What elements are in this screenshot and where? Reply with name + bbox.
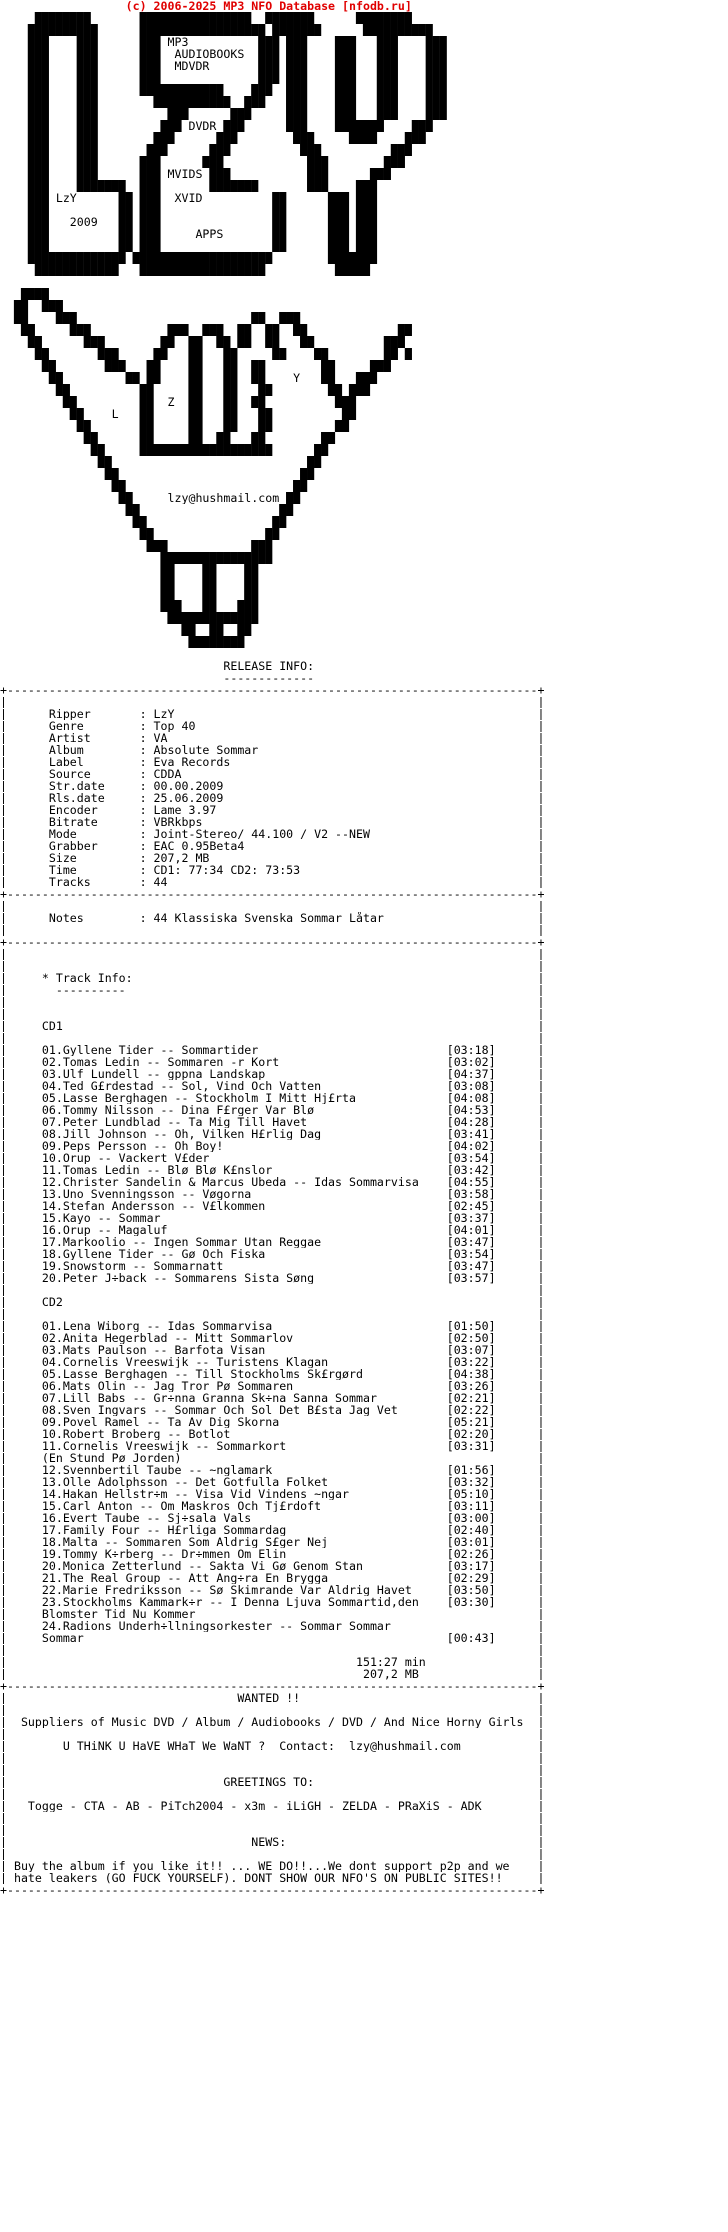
- cd2-track-wrap: | Blomster Tid Nu Kommer |: [0, 1608, 545, 1620]
- cd2-track-row: | 16.Evert Taube -- Sj÷sala Vals [03:00] |: [0, 1512, 545, 1524]
- wanted-line2: | U THiNK U HaVE WHaT We WaNT ? Contact: lzy@hushmail.com |: [0, 1740, 545, 1752]
- cd2-track-row: | 02.Anita Hegerblad -- Mitt Sommarlov [02:50] |: [0, 1332, 545, 1344]
- cd1-track-row: | 19.Snowstorm -- Sommarnatt [03:47] |: [0, 1260, 545, 1272]
- ascii-logo-row: ██ ██: [0, 468, 315, 480]
- cd1-track-row: | 16.Orup -- Magaluf [04:01] |: [0, 1224, 545, 1236]
- cd2-track-wrap: | Sommar [00:43] |: [0, 1632, 545, 1644]
- release-info-row: | Tracks : 44 |: [0, 876, 545, 888]
- greetings-title: | GREETINGS TO: |: [0, 1776, 545, 1788]
- ascii-logo-row: ██ ██: [0, 528, 280, 540]
- box-line: | |: [0, 1848, 545, 1860]
- cd2-track-row: | 21.The Real Group -- Att Ang÷ra En Brygga [02:29] |: [0, 1572, 545, 1584]
- cd1-track-row: | 06.Tommy Nilsson -- Dina F£rger Var Blø [04:53] |: [0, 1104, 545, 1116]
- ascii-logo-row: ███ ███ ███ ███ ███ ████ ███: [0, 132, 426, 144]
- ascii-logo-row: ██ lzy@hushmail.com ██: [0, 492, 301, 504]
- cd1-track-row: | 05.Lasse Berghagen -- Stockholm I Mitt Hj£rta [04:08] |: [0, 1092, 545, 1104]
- ascii-logo-row: ██ ██ ██ ██ ██ ██: [0, 432, 336, 444]
- release-info-row: | Str.date : 00.00.2009 |: [0, 780, 545, 792]
- ascii-logo-row: ██ ██: [0, 456, 322, 468]
- box-line: | |: [0, 1812, 545, 1824]
- cd2-track-row: | 23.Stockholms Kammark÷r -- I Denna Ljuva Sommartid,den [03:30] |: [0, 1596, 545, 1608]
- total-size: | 207,2 MB |: [0, 1668, 545, 1680]
- release-info-row: | Bitrate : VBRkbps |: [0, 816, 545, 828]
- cd2-track-row: | 19.Tommy K÷rberg -- Dr÷mmen Om Elin [02:26] |: [0, 1548, 545, 1560]
- cd2-track-row: | 24.Radions Underh÷llningsorkester -- Sommar Sommar |: [0, 1620, 545, 1632]
- news-title: | NEWS: |: [0, 1836, 545, 1848]
- wanted-line1: | Suppliers of Music DVD / Album / Audiobooks / DVD / And Nice Horny Girls |: [0, 1716, 545, 1728]
- ascii-logo-row: █████████████: [0, 612, 259, 624]
- release-info-row: | Source : CDDA |: [0, 768, 545, 780]
- cd2-track-row: | 20.Monica Zetterlund -- Sakta Vi Gø Genom Stan [03:17] |: [0, 1560, 545, 1572]
- ascii-logo-row: ██████████████ ████████████████████ ███████: [0, 252, 377, 264]
- cd2-track-row: | 17.Family Four -- H£rliga Sommardag [02:40] |: [0, 1524, 545, 1536]
- box-line: | |: [0, 900, 545, 912]
- ascii-logo-row: ██ ██ Z ██ ██ ██ ███: [0, 396, 356, 408]
- ascii-logo-row: ██ L ██ ██ ██ ██ ██: [0, 408, 356, 420]
- box-line: | |: [0, 1032, 545, 1044]
- ascii-logo-row: ██ ██: [0, 504, 294, 516]
- ascii-logo-row: ██ ███ ██ ██ ██ ██ ██ ██ █: [0, 348, 412, 360]
- cd2-track-row: | 11.Cornelis Vreeswijk -- Sommarkort [03:31] |: [0, 1440, 545, 1452]
- ascii-logo-row: ██ ██ ██ ██ ██ ██ ███: [0, 384, 370, 396]
- ascii-logo-row: ████████ ████████████████ ███████ ████████: [0, 12, 412, 24]
- ascii-logo-row: ███ ██ ███ APPS ██ ███ ███: [0, 228, 377, 240]
- release-info-underline: -------------: [0, 672, 315, 684]
- box-line: | |: [0, 960, 545, 972]
- box-border: +----------------------------------------------------------------------------+: [0, 1680, 545, 1692]
- box-line: | |: [0, 1764, 545, 1776]
- cd1-track-row: | 15.Kayo -- Sommar [03:37] |: [0, 1212, 545, 1224]
- cd1-track-row: | 08.Jill Johnson -- Oh, Vilken H£rlig Dag [03:41] |: [0, 1128, 545, 1140]
- cd1-label: | CD1 |: [0, 1020, 545, 1032]
- cd2-track-row: | 22.Marie Fredriksson -- Sø Skimrande Var Aldrig Havet [03:50] |: [0, 1584, 545, 1596]
- cd2-track-row: | 10.Robert Broberg -- Botlot [02:20] |: [0, 1428, 545, 1440]
- cd1-track-row: | 07.Peter Lundblad -- Ta Mig Till Havet [04:28] |: [0, 1116, 545, 1128]
- ascii-logo-row: ██ ██ ██ ██ ██ ██: [0, 420, 350, 432]
- ascii-logo-row: ███ ███ ███████████ ███ ███ ███ ███ ███: [0, 96, 447, 108]
- box-line: | |: [0, 1284, 545, 1296]
- ascii-logo-row: ███ LzY ██ ███ XVID ██ ███ ███: [0, 192, 377, 204]
- release-info-row: | Rls.date : 25.06.2009 |: [0, 792, 545, 804]
- cd2-track-row: | 13.Olle Adolphsson -- Det Gotfulla Folket [03:32] |: [0, 1476, 545, 1488]
- ascii-logo-row: ██ ███ ███ ███ ██ ██ ██ ██: [0, 324, 412, 336]
- box-line: | |: [0, 924, 545, 936]
- box-line: | |: [0, 1008, 545, 1020]
- ascii-logo-row: ██ ███████████████████ ██: [0, 444, 329, 456]
- cd2-track-note: | (En Stund Pø Jorden) |: [0, 1452, 545, 1464]
- ascii-logo-row: ███ ███ ████████████ ███ ███ ███ ███ ███: [0, 84, 447, 96]
- cd2-track-row: | 08.Sven Ingvars -- Sommar Och Sol Det B£sta Jag Vet [02:22] |: [0, 1404, 545, 1416]
- cd2-track-row: | 12.Svennbertil Taube -- ~nglamark [01:56] |: [0, 1464, 545, 1476]
- ascii-logo-row: ████████████ ██████████████████ █████: [0, 264, 370, 276]
- box-line: | |: [0, 696, 545, 708]
- box-line: | |: [0, 1824, 545, 1836]
- ascii-logo-row: ███ ███ ███ DVDR ███ ███ ███████ ███: [0, 120, 433, 132]
- cd2-track-row: | 03.Mats Paulson -- Barfota Visan [03:07] |: [0, 1344, 545, 1356]
- cd1-track-row: | 10.Orup -- Vackert V£der [03:54] |: [0, 1152, 545, 1164]
- ascii-logo-row: ███ ██ ███: [0, 600, 259, 612]
- box-line: | |: [0, 1644, 545, 1656]
- release-info-row: | Encoder : Lame 3.97 |: [0, 804, 545, 816]
- ascii-logo-row: ██ ███ ██ ███: [0, 312, 301, 324]
- track-info-title: | * Track Info: |: [0, 972, 545, 984]
- cd1-track-row: | 12.Christer Sandelin & Marcus Ubeda -- Idas Sommarvisa [04:55] |: [0, 1176, 545, 1188]
- ascii-logo-row: ██ ██: [0, 480, 308, 492]
- box-border: +----------------------------------------------------------------------------+: [0, 684, 545, 696]
- release-info-row: | Time : CD1: 77:34 CD2: 73:53 |: [0, 864, 545, 876]
- ascii-logo-row: ███ ███: [0, 540, 273, 552]
- box-line: | |: [0, 1704, 545, 1716]
- ascii-logo-row: [0, 648, 728, 660]
- release-info-row: | Ripper : LzY |: [0, 708, 545, 720]
- cd2-track-row: | 18.Malta -- Sommaren Som Aldrig S£ger Nej [03:01] |: [0, 1536, 545, 1548]
- cd1-track-row: | 09.Peps Persson -- Oh Boy! [04:02] |: [0, 1140, 545, 1152]
- cd1-track-row: | 14.Stefan Andersson -- V£lkommen [02:45] |: [0, 1200, 545, 1212]
- ascii-logo-row: [0, 276, 728, 288]
- release-info-row: | Genre : Top 40 |: [0, 720, 545, 732]
- nfodb-credit: (c) 2006-2025 MP3 NFO Database [nfodb.ru]: [0, 0, 412, 12]
- ascii-logo-row: ███ ███ ███ ███ ███ ███: [0, 144, 412, 156]
- ascii-logo-row: ███ ███ ███ ███ ███ ███: [0, 156, 405, 168]
- box-border: +----------------------------------------------------------------------------+: [0, 1884, 545, 1896]
- ascii-logo-row: ████████████████: [0, 552, 273, 564]
- ascii-logo-row: ██ ██ ██: [0, 624, 252, 636]
- cd1-track-row: | 03.Ulf Lundell -- gppna Landskap [04:37] |: [0, 1068, 545, 1080]
- ascii-logo-row: ███ ███ ███ ███ ███ ███ ███ ███: [0, 108, 447, 120]
- cd1-track-row: | 02.Tomas Ledin -- Sommaren -r Kort [03:02] |: [0, 1056, 545, 1068]
- ascii-logo-row: ██ ███ ██ ██ ██ ██ ██ ██ ███: [0, 336, 405, 348]
- cd2-track-row: | 05.Lasse Berghagen -- Till Stockholms Sk£rgørd [04:38] |: [0, 1368, 545, 1380]
- ascii-logo-row: ██ ██ ██ ██ ██ ██ Y ██ ███: [0, 372, 377, 384]
- ascii-logo-row: ███ ███ ███ MVIDS ███ ███ ███: [0, 168, 391, 180]
- cd1-track-row: | 17.Markoolio -- Ingen Sommar Utan Reggae [03:47] |: [0, 1236, 545, 1248]
- ascii-logo-row: ███ ███ ███ MP3 ███ ███ ███ ███ ███: [0, 36, 447, 48]
- cd2-track-row: | 01.Lena Wiborg -- Idas Sommarvisa [01:50] |: [0, 1320, 545, 1332]
- cd1-track-row: | 01.Gyllene Tider -- Sommartider [03:18] |: [0, 1044, 545, 1056]
- ascii-logo-row: ███ ██ ███ ██ ███ ███: [0, 240, 377, 252]
- news-line1: | Buy the album if you like it!! ... WE DO!!...We dont support p2p and we |: [0, 1860, 545, 1872]
- box-line: | |: [0, 1788, 545, 1800]
- news-line2: | hate leakers (GO FUCK YOURSELF). DONT SHOW OUR NFO'S ON PUBLIC SITES!! |: [0, 1872, 545, 1884]
- cd2-track-row: | 04.Cornelis Vreeswijk -- Turistens Klagan [03:22] |: [0, 1356, 545, 1368]
- cd2-track-row: | 06.Mats Olin -- Jag Tror Pø Sommaren [03:26] |: [0, 1380, 545, 1392]
- box-line: | |: [0, 948, 545, 960]
- box-line: | |: [0, 996, 545, 1008]
- ascii-logo-row: ███ ███████ ███ ███████ ███ ███: [0, 180, 377, 192]
- cd1-track-row: | 04.Ted G£rdestad -- Sol, Vind Och Vatten [03:08] |: [0, 1080, 545, 1092]
- ascii-logo-row: ██ ██ ██: [0, 588, 259, 600]
- box-line: | |: [0, 1728, 545, 1740]
- release-info-row: | Album : Absolute Sommar |: [0, 744, 545, 756]
- box-border: +----------------------------------------------------------------------------+: [0, 936, 545, 948]
- cd1-track-row: | 11.Tomas Ledin -- Blø Blø K£nslor [03:42] |: [0, 1164, 545, 1176]
- ascii-logo-row: ██ ███: [0, 300, 63, 312]
- release-info-row: | Artist : VA |: [0, 732, 545, 744]
- total-time: | 151:27 min |: [0, 1656, 545, 1668]
- ascii-logo-row: ██ ██ ██: [0, 564, 259, 576]
- notes-row: | Notes : 44 Klassiska Svenska Sommar Låtar |: [0, 912, 545, 924]
- release-info-row: | Grabber : EAC 0.95Beta4 |: [0, 840, 545, 852]
- box-line: | |: [0, 1752, 545, 1764]
- cd2-track-row: | 07.Lill Babs -- Gr÷nna Granna Sk÷na Sanna Sommar [02:21] |: [0, 1392, 545, 1404]
- ascii-logo-row: ████████: [0, 636, 245, 648]
- cd2-track-row: | 09.Povel Ramel -- Ta Av Dig Skorna [05:21] |: [0, 1416, 545, 1428]
- cd1-track-row: | 18.Gyllene Tider -- Gø Och Fiska [03:54] |: [0, 1248, 545, 1260]
- cd1-track-row: | 20.Peter J÷back -- Sommarens Sista Søng [03:57] |: [0, 1272, 545, 1284]
- ascii-logo-row: ███ ███ ███ AUDIOBOOKS ███ ███ ███ ███ ███: [0, 48, 447, 60]
- cd2-label: | CD2 |: [0, 1296, 545, 1308]
- ascii-logo-row: ███ 2009 ██ ███ ██ ███ ███: [0, 216, 377, 228]
- greetings-line: | Togge - CTA - AB - PiTch2004 - x3m - iLiGH - ZELDA - PRaXiS - ADK |: [0, 1800, 545, 1812]
- box-border: +----------------------------------------------------------------------------+: [0, 888, 545, 900]
- ascii-logo-row: ███ ███ ███ ███ ███ ███ ███ ███: [0, 72, 447, 84]
- cd2-track-row: | 15.Carl Anton -- Om Maskros Och Tj£rdoft [03:11] |: [0, 1500, 545, 1512]
- release-info-row: | Mode : Joint-Stereo/ 44.100 / V2 --NEW |: [0, 828, 545, 840]
- ascii-logo-row: ██ ██ ██: [0, 576, 259, 588]
- cd2-track-row: | 14.Hakan Hellstr÷m -- Visa Vid Vindens ~ngar [05:10] |: [0, 1488, 545, 1500]
- ascii-logo-row: ██ ██: [0, 516, 287, 528]
- release-info-row: | Size : 207,2 MB |: [0, 852, 545, 864]
- release-info-row: | Label : Eva Records |: [0, 756, 545, 768]
- track-info-underline: | ---------- |: [0, 984, 545, 996]
- ascii-logo-row: ██ ███ ██ ██ ██ ██ ██ ███: [0, 360, 391, 372]
- ascii-logo-row: ██████████ ██████████████████ ███████ ██████████: [0, 24, 433, 36]
- wanted-title: | WANTED !! |: [0, 1692, 545, 1704]
- release-info-title: RELEASE INFO:: [0, 660, 315, 672]
- cd1-track-row: | 13.Uno Svenningsson -- Vøgorna [03:58] |: [0, 1188, 545, 1200]
- ascii-logo-row: ███ ███ ███ MDVDR ███ ███ ███ ███ ███: [0, 60, 447, 72]
- box-line: | |: [0, 1308, 545, 1320]
- ascii-logo-row: ███ ██ ███ ██ ███ ███: [0, 204, 377, 216]
- ascii-logo-row: ████: [0, 288, 49, 300]
